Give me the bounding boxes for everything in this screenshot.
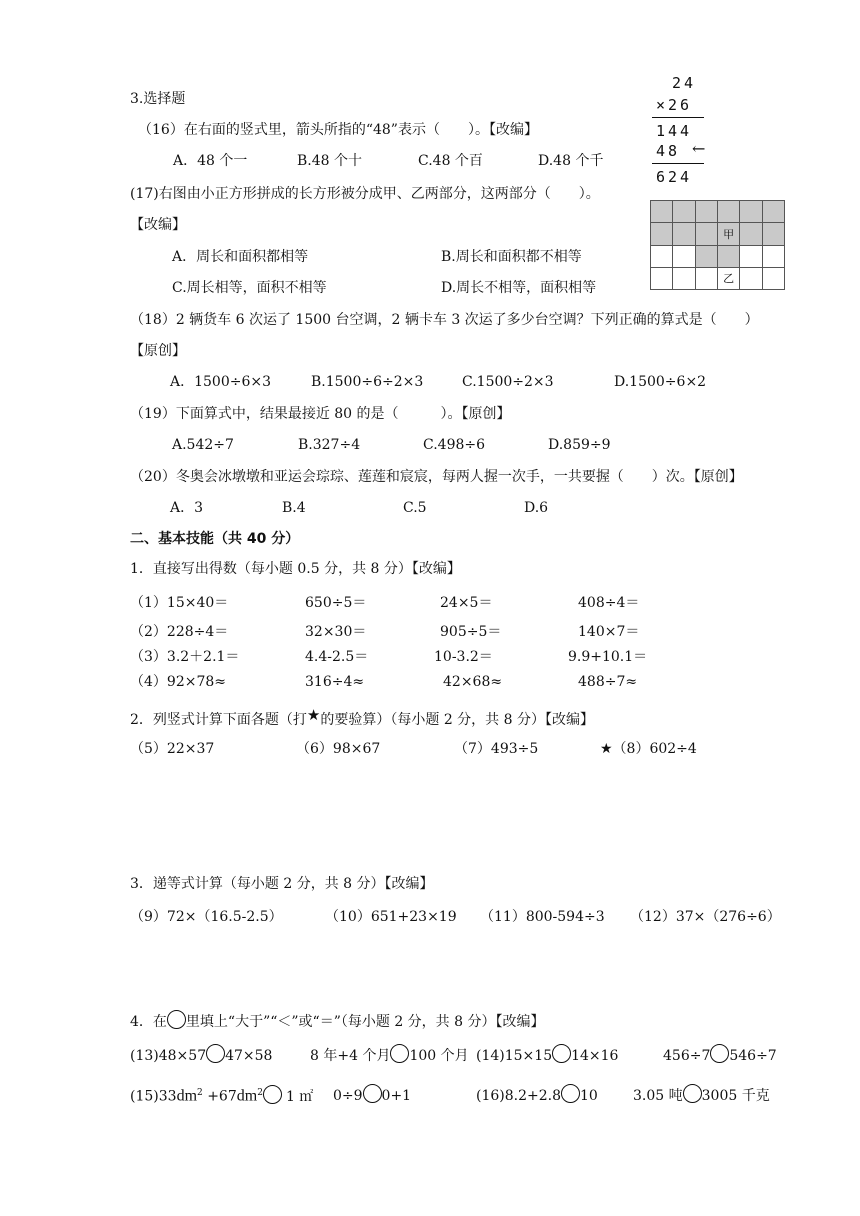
- compare-circle[interactable]: [390, 1044, 409, 1063]
- question-17: (17)右图由小正方形拼成的长方形被分成甲、乙两部分，这两部分（ ）。: [130, 186, 600, 202]
- question-18: （18）2 辆货车 6 次运了 1500 台空调，2 辆卡车 3 次运了多少台空调？下列正确的算式是（ ）: [130, 312, 759, 328]
- grid-cell: [695, 201, 717, 223]
- calc-item: （4）92×78≈: [130, 674, 226, 690]
- grid-cell: [762, 267, 784, 289]
- grid-cell: [673, 223, 695, 245]
- compare-right: 1 ㎡: [285, 1088, 314, 1105]
- grid-cell: [673, 201, 695, 223]
- step-calc-item: （11）800-594÷3: [480, 909, 605, 925]
- grid-cell: [673, 245, 695, 267]
- compare-item: [310, 1044, 469, 1065]
- q18-option-d: D.1500÷6×2: [614, 374, 707, 390]
- grid-cell: [651, 223, 673, 245]
- part-2-title: [130, 706, 594, 729]
- vc-line-2: [652, 163, 704, 164]
- calc-item: 488÷7≈: [578, 674, 638, 690]
- column-calc-item: （7）493÷5: [454, 741, 539, 757]
- q16-option-c: C.48 个百: [418, 153, 483, 169]
- unit-dm: dm: [236, 1087, 258, 1105]
- compare-left: (15)33: [130, 1088, 177, 1105]
- step-calc-item: （9）72×（16.5-2.5）: [130, 909, 283, 925]
- calc-item: 905÷5＝: [440, 624, 502, 640]
- grid-cell: [651, 267, 673, 289]
- compare-circle[interactable]: [206, 1044, 225, 1063]
- compare-circle[interactable]: [552, 1044, 571, 1063]
- q20-option-a: A．3: [170, 500, 204, 516]
- compare-item: [333, 1084, 411, 1105]
- grid-cell-yi: 乙: [717, 267, 740, 289]
- column-calc-item: ★（8）602÷4: [600, 741, 697, 757]
- compare-left: 8 年+4 个月: [310, 1048, 391, 1064]
- calc-item: 408÷4＝: [578, 595, 640, 611]
- compare-circle[interactable]: [363, 1084, 382, 1103]
- compare-right: 100 个月: [409, 1048, 469, 1064]
- q18-option-c: C.1500÷2×3: [462, 374, 554, 390]
- compare-circle[interactable]: [263, 1085, 282, 1104]
- part-4-title: [130, 1010, 544, 1031]
- vc-line-1: [652, 117, 704, 118]
- exponent: 2: [197, 1088, 203, 1098]
- compare-item-13: [130, 1044, 272, 1065]
- compare-right: 3005 千克: [701, 1088, 770, 1104]
- grid-cell: [695, 223, 717, 245]
- compare-right: 47×58: [225, 1048, 273, 1064]
- section-title-choice: 3.选择题: [130, 91, 186, 107]
- grid-cell: [673, 267, 695, 289]
- section-title-basic-skills: 二、基本技能（共 40 分）: [130, 531, 300, 547]
- q16-option-d: D.48 个千: [538, 153, 604, 169]
- star-icon: ★: [306, 706, 321, 724]
- calc-item: 140×7＝: [578, 624, 640, 640]
- compare-right: 546÷7: [729, 1048, 777, 1064]
- q17-option-c: C.周长相等，面积不相等: [172, 280, 327, 296]
- compare-circle[interactable]: [561, 1084, 580, 1103]
- calc-item: （3）3.2＋2.1＝: [130, 649, 240, 665]
- grid-cell: [651, 245, 673, 267]
- part-2-title-a: 2．列竖式计算下面各题（打: [130, 712, 307, 728]
- q18-option-a: A．1500÷6×3: [170, 374, 272, 390]
- q19-option-a: A.542÷7: [172, 437, 234, 453]
- column-calc-item: （6）98×67: [296, 741, 381, 757]
- calc-item: （1）15×40＝: [130, 595, 229, 611]
- q18-option-b: B.1500÷6÷2×3: [311, 374, 424, 390]
- vc-row-4: 48: [656, 142, 681, 160]
- compare-right: 14×16: [571, 1048, 619, 1064]
- q16-option-b: B.48 个十: [297, 153, 363, 169]
- compare-item-14: [476, 1044, 618, 1065]
- grid-cell: [740, 267, 762, 289]
- circle-blank-icon: [167, 1010, 186, 1029]
- column-calc-item: （5）22×37: [130, 741, 215, 757]
- grid-cell: [695, 267, 717, 289]
- vc-row-1: 24: [672, 74, 697, 92]
- compare-circle[interactable]: [710, 1044, 729, 1063]
- vc-row-3: 144: [656, 122, 693, 140]
- calc-item: （2）228÷4＝: [130, 624, 229, 640]
- q16-option-a: A．48 个一: [173, 153, 248, 169]
- step-calc-item: （10）651+23×19: [325, 909, 457, 925]
- question-16: （16）在右面的竖式里，箭头所指的“48”表示（ ）。【改编】: [138, 122, 538, 138]
- grid-cell: [740, 201, 762, 223]
- arrow-left-icon: ←: [692, 139, 706, 158]
- grid-cell: [740, 223, 762, 245]
- grid-cell: [717, 245, 740, 267]
- part-4-title-a: 4．在: [130, 1014, 167, 1030]
- compare-right: 10: [580, 1088, 598, 1104]
- compare-circle[interactable]: [683, 1084, 702, 1103]
- calc-item: 9.9+10.1＝: [568, 649, 648, 665]
- compare-item-15: [130, 1084, 313, 1106]
- q18-tag: 【原创】: [130, 343, 186, 359]
- grid-cell-jia: 甲: [717, 223, 740, 245]
- vc-row-2: ×26: [656, 96, 693, 114]
- step-calc-item: （12）37×（276÷6）: [630, 909, 781, 925]
- compare-mid: +67: [202, 1088, 237, 1105]
- calc-item: 42×68≈: [443, 674, 503, 690]
- grid-cell: [762, 245, 784, 267]
- calc-item: 10-3.2＝: [434, 649, 493, 665]
- part-4-title-b: 里填上“大于”“＜”或“＝”（每小题 2 分，共 8 分）【改编】: [185, 1014, 545, 1030]
- q20-option-b: B.4: [282, 500, 306, 516]
- compare-item: [633, 1084, 770, 1105]
- compare-left: 3.05 吨: [633, 1088, 683, 1104]
- vc-row-5: 624: [656, 168, 693, 186]
- part-2-title-b: 的要验算）（每小题 2 分，共 8 分）【改编】: [320, 712, 594, 728]
- calc-item: 32×30＝: [305, 624, 367, 640]
- compare-left: (14)15×15: [476, 1048, 553, 1064]
- vertical-multiplication: [650, 74, 720, 189]
- q17-tag: 【改编】: [130, 217, 186, 233]
- exponent: 2: [257, 1088, 263, 1098]
- part-3-title: 3．递等式计算（每小题 2 分，共 8 分）【改编】: [130, 876, 434, 892]
- question-20: （20）冬奥会冰墩墩和亚运会琮琮、莲莲和宸宸，每两人握一次手，一共要握（ ）次。【原创】: [130, 469, 743, 485]
- grid-cell: [762, 223, 784, 245]
- q17-option-d: D.周长不相等，面积相等: [441, 280, 597, 296]
- part-1-title: 1．直接写出得数（每小题 0.5 分，共 8 分）【改编】: [130, 561, 461, 577]
- unit-dm: dm: [176, 1087, 198, 1105]
- q19-option-c: C.498÷6: [423, 437, 486, 453]
- compare-item-16: [476, 1084, 598, 1105]
- calc-item: 316÷4≈: [305, 674, 365, 690]
- compare-left: (13)48×57: [130, 1048, 207, 1064]
- q19-option-b: B.327÷4: [298, 437, 361, 453]
- rectangle-grid-figure: [650, 200, 785, 290]
- question-19: （19）下面算式中，结果最接近 80 的是（ ）。【原创】: [130, 406, 511, 422]
- q17-option-a: A．周长和面积都相等: [172, 249, 309, 265]
- q17-option-b: B.周长和面积都不相等: [441, 249, 582, 265]
- compare-left: 0÷9: [333, 1088, 363, 1104]
- q20-option-d: D.6: [524, 500, 549, 516]
- grid-cell: [651, 201, 673, 223]
- compare-left: (16)8.2+2.8: [476, 1088, 561, 1104]
- compare-right: 0+1: [381, 1088, 412, 1104]
- calc-item: 24×5＝: [440, 595, 493, 611]
- compare-item: [663, 1044, 777, 1065]
- q19-option-d: D.859÷9: [548, 437, 611, 453]
- q20-option-c: C.5: [403, 500, 427, 516]
- calc-item: 4.4-2.5＝: [305, 649, 369, 665]
- grid-cell: [740, 245, 762, 267]
- compare-left: 456÷7: [663, 1048, 711, 1064]
- grid-cell: [695, 245, 717, 267]
- grid-cell: [762, 201, 784, 223]
- calc-item: 650÷5＝: [305, 595, 367, 611]
- grid-cell: [717, 201, 740, 223]
